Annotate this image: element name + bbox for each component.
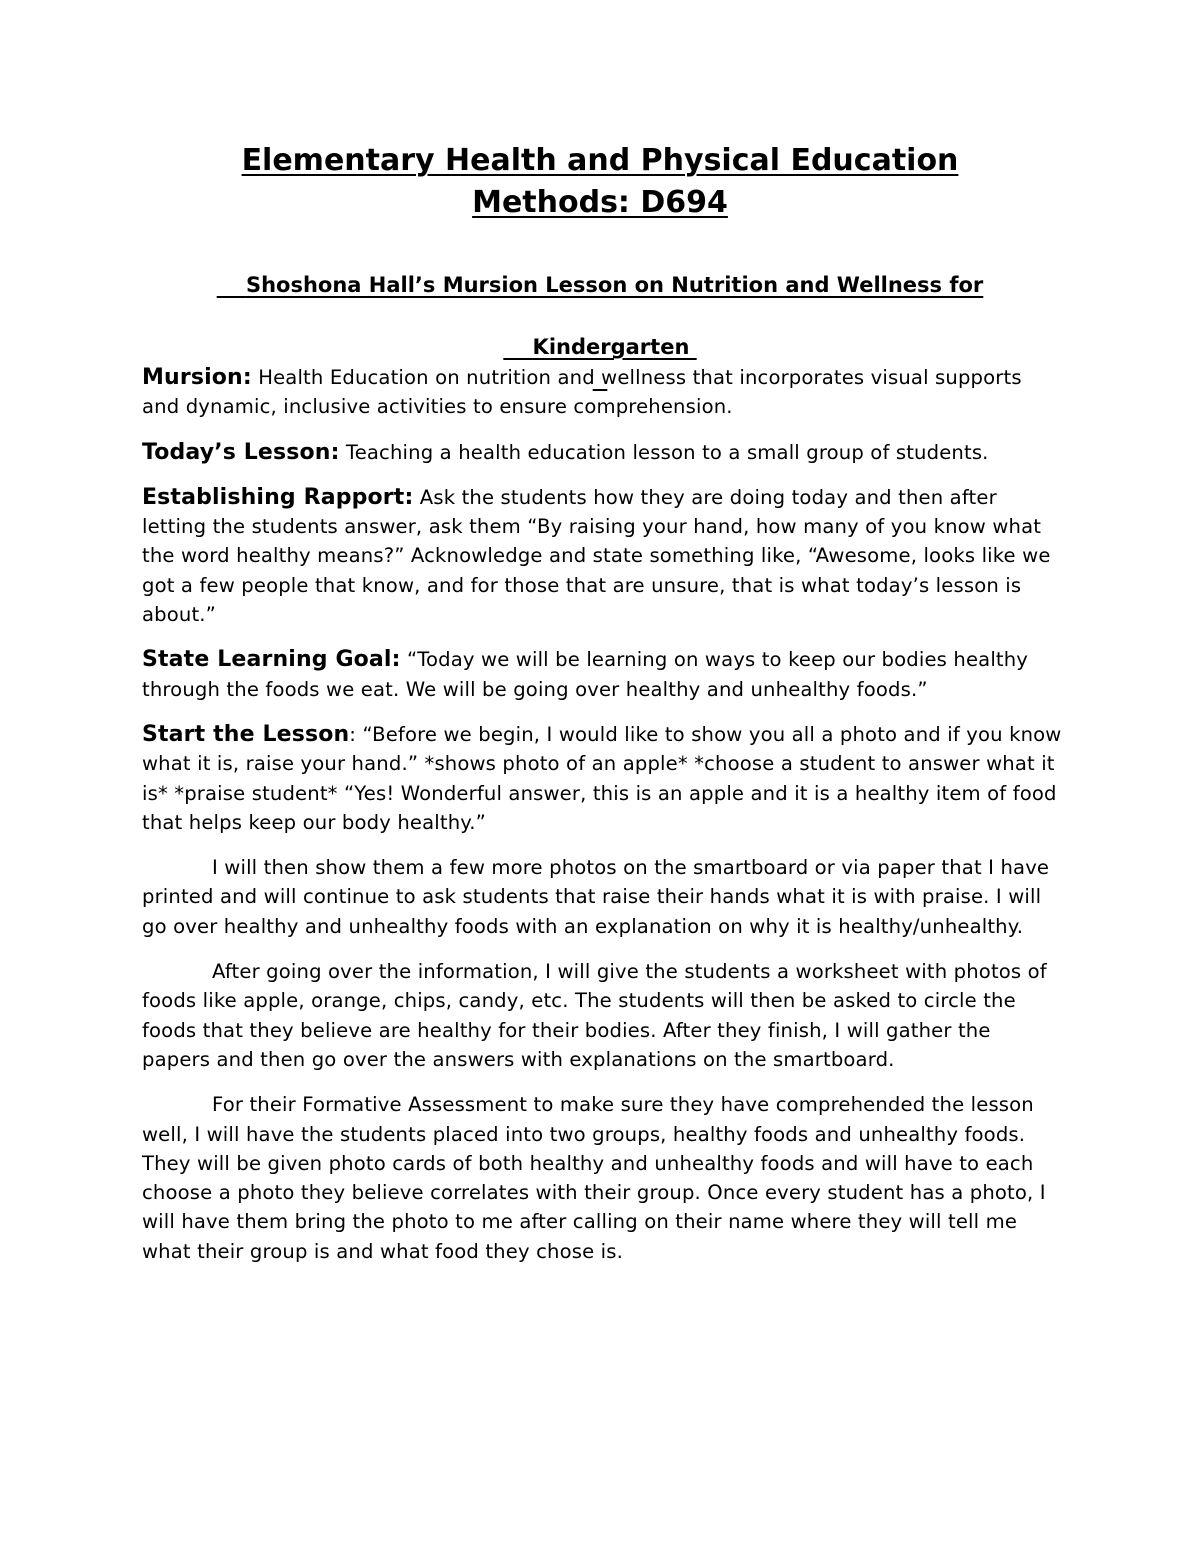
document-title-line-1: Elementary Health and Physical Education bbox=[241, 143, 959, 178]
start-lesson-colon: : bbox=[349, 722, 357, 746]
start-lesson-label: Start the Lesson bbox=[142, 721, 350, 747]
start-lesson-section bbox=[142, 720, 1062, 837]
establishing-rapport-section bbox=[142, 483, 1062, 629]
mursion-section bbox=[142, 363, 1062, 422]
start-lesson-text: “Before we begin, I would like to show you all a photo and if you know what it is, raise your hand.” *shows photo of an apple* *choose a student to answer what it is* *praise student* “Yes! Wonderful answer, this is an apple and it is a healthy item of food that helps keep our body healthy.” bbox=[142, 722, 1062, 834]
document-body bbox=[142, 363, 1062, 1282]
learning-goal-text: “Today we will be learning on ways to keep our bodies healthy through the foods we eat. We will be going over healthy and unhealthy foods.” bbox=[142, 648, 1029, 701]
mursion-text: Health Education on nutrition and wellness that incorporates visual supports and dynamic, inclusive activities to ensure comprehension. bbox=[142, 366, 1022, 419]
mursion-label: Mursion: bbox=[142, 365, 252, 390]
paragraph-photos: I will then show them a few more photos on the smartboard or via paper that I have printed and will continue to ask students that raise their hands what it is with praise. I will go over healthy and unhealthy foods with an explanation on why it is healthy/unhealthy. bbox=[142, 856, 1050, 938]
learning-goal-label: State Learning Goal: bbox=[142, 647, 401, 673]
document-subtitle-line-1: Shoshona Hall’s Mursion Lesson on Nutrition and Wellness for bbox=[245, 273, 984, 297]
document-title-line-2: Methods: D694 bbox=[472, 185, 728, 220]
paragraph-formative-assessment: For their Formative Assessment to make sure they have comprehended the lesson well, I will have the students placed into two groups, healthy foods and unhealthy foods. They will be given photo cards of both healthy and unhealthy foods and will have to each choose a photo they believe correlates with their group. Once every student has a photo, I will have them bring the photo to me after calling on their name where they will tell me what their group is and what food they chose is. bbox=[142, 1093, 1046, 1263]
establishing-rapport-text: Ask the students how they are doing today and then after letting the students answer, ask them “By raising your hand, how many of you know what the word healthy means?” Acknowledge and state something like, “Awesome, looks like we got a few people that know, and for those that are unsure, that is what today’s lesson is about.” bbox=[142, 485, 1051, 627]
todays-lesson-label: Today’s Lesson: bbox=[142, 439, 340, 465]
establishing-rapport-label: Establishing Rapport: bbox=[142, 484, 414, 510]
learning-goal-section bbox=[142, 645, 1062, 704]
todays-lesson-text: Teaching a health education lesson to a small group of students. bbox=[339, 440, 989, 464]
document-subtitle-line-2: Kindergarten bbox=[532, 335, 697, 359]
paragraph-worksheet: After going over the information, I will give the students a worksheet with photos of foods like apple, orange, chips, candy, etc. The students will then be asked to circle the foods that they believe are healthy for their bodies. After they finish, I will gather the papers and then go over the answers with explanations on the smartboard. bbox=[142, 960, 1047, 1071]
document-title bbox=[140, 140, 1060, 224]
todays-lesson-section bbox=[142, 438, 1062, 467]
